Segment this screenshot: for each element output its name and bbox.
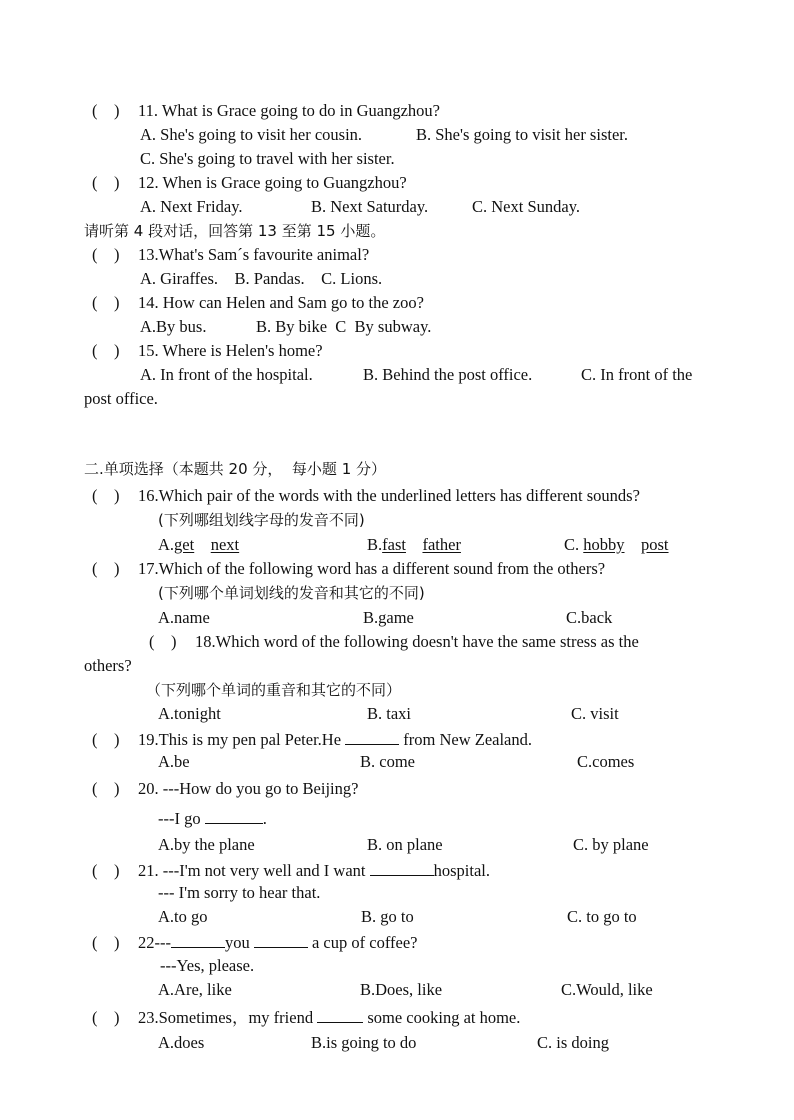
answer-paren[interactable]: ( )	[149, 632, 177, 651]
option-c: C. Next Sunday.	[472, 197, 581, 216]
question-text: 16.Which pair of the words with the underlined letters has different sounds?	[138, 486, 640, 505]
question-text: 23.Sometimes，my friend	[138, 1008, 318, 1027]
reply-text: ---Yes, please.	[160, 956, 255, 975]
question-20-reply	[158, 809, 267, 828]
answer-blank[interactable]	[254, 933, 308, 948]
question-text: a cup of coffee?	[307, 933, 418, 952]
option-a: A.Are, like	[158, 980, 232, 999]
question-23	[92, 1008, 520, 1027]
question-text: 22---	[138, 933, 171, 952]
option-c: C.comes	[577, 752, 635, 771]
option-letter: A.	[158, 535, 175, 554]
option-word: fast	[382, 535, 406, 554]
answer-blank[interactable]	[171, 933, 225, 948]
option-a: A.name	[158, 608, 210, 627]
option-b: B. taxi	[367, 704, 411, 723]
question-text: from New Zealand.	[399, 730, 533, 749]
answer-paren[interactable]: ( )	[92, 730, 120, 749]
option-c-continued: post office.	[84, 389, 158, 408]
option-c	[564, 537, 669, 554]
question-22	[92, 933, 418, 952]
question-16	[92, 488, 640, 505]
option-word: hobby	[583, 535, 625, 554]
option-a: A.tonight	[158, 704, 221, 723]
option-a: A.by the plane	[158, 835, 255, 854]
option-a: A.By bus.	[140, 317, 207, 336]
question-15	[92, 343, 323, 360]
option-b	[367, 537, 461, 554]
question-text: 18.Which word of the following doesn't have the same stress as the	[195, 632, 639, 651]
question-21	[92, 861, 490, 880]
option-a: A.to go	[158, 907, 208, 926]
answer-blank[interactable]	[345, 730, 399, 745]
answer-paren[interactable]: ( )	[92, 559, 120, 578]
question-12	[92, 175, 407, 192]
option-b: B. By bike C By subway.	[256, 317, 432, 336]
answer-blank[interactable]	[370, 861, 434, 876]
option-a: A. Next Friday.	[140, 197, 243, 216]
option-a: A.be	[158, 752, 190, 771]
option-a: A. She's going to visit her cousin.	[140, 125, 363, 144]
question-text: 11. What is Grace going to do in Guangzhou?	[138, 101, 440, 120]
answer-paren[interactable]: ( )	[92, 341, 120, 360]
answer-blank[interactable]	[205, 809, 263, 824]
question-13	[92, 247, 369, 264]
answer-blank[interactable]	[317, 1008, 363, 1023]
answer-paren[interactable]: ( )	[92, 779, 120, 798]
options-line: A. Giraffes. B. Pandas. C. Lions.	[140, 269, 383, 288]
section-heading: 二.单项选择（本题共 20 分， 每小题 1 分）	[84, 460, 387, 478]
option-c: C. She's going to travel with her sister.	[140, 149, 395, 168]
question-text: 15. Where is Helen's home?	[138, 341, 323, 360]
question-text-continued: others?	[84, 656, 132, 675]
option-word: post	[641, 535, 669, 554]
option-b: B.Does, like	[360, 980, 443, 999]
answer-paren[interactable]: ( )	[92, 1008, 120, 1027]
question-text: 14. How can Helen and Sam go to the zoo?	[138, 293, 424, 312]
question-11	[92, 103, 440, 120]
option-word: father	[422, 535, 461, 554]
option-b: B.game	[363, 608, 414, 627]
answer-paren[interactable]: ( )	[92, 293, 120, 312]
option-c: C.Would, like	[561, 980, 653, 999]
reply-text: ---I go	[158, 809, 205, 828]
option-c: C. by plane	[573, 835, 649, 854]
question-text: 13.What's Sam´s favourite animal?	[138, 245, 370, 264]
section-instruction: 请听第 4 段对话，回答第 13 至第 15 小题。	[84, 222, 386, 240]
option-c: C.back	[566, 608, 613, 627]
option-c: C. is doing	[537, 1033, 609, 1052]
question-14	[92, 295, 424, 312]
question-hint-cn: （下列哪个单词的重音和其它的不同）	[146, 681, 402, 699]
question-17	[92, 561, 605, 578]
option-b: B. on plane	[367, 835, 443, 854]
option-b: B.is going to do	[311, 1033, 417, 1052]
option-word: get	[174, 535, 195, 554]
option-word: next	[210, 535, 240, 554]
question-text: some cooking at home.	[363, 1008, 521, 1027]
option-b: B. go to	[361, 907, 414, 926]
option-c: C. to go to	[567, 907, 637, 926]
question-20	[92, 781, 358, 798]
answer-paren[interactable]: ( )	[92, 173, 120, 192]
option-b: B. come	[360, 752, 415, 771]
option-letter: C.	[564, 535, 584, 554]
answer-paren[interactable]: ( )	[92, 245, 120, 264]
question-18	[149, 634, 639, 651]
question-text: 17.Which of the following word has a different sound from the others?	[138, 559, 606, 578]
answer-paren[interactable]: ( )	[92, 933, 120, 952]
option-a	[158, 537, 239, 554]
question-hint-cn: (下列哪组划线字母的发音不同)	[158, 511, 365, 529]
answer-paren[interactable]: ( )	[92, 861, 120, 880]
question-text: 19.This is my pen pal Peter.He	[138, 730, 346, 749]
option-a: A.does	[158, 1033, 205, 1052]
question-text: hospital.	[433, 861, 490, 880]
answer-paren[interactable]: ( )	[92, 486, 120, 505]
option-c: C. visit	[571, 704, 619, 723]
option-c: C. In front of the	[581, 365, 693, 384]
option-letter: B.	[367, 535, 383, 554]
question-19	[92, 730, 532, 749]
option-b: B. Next Saturday.	[311, 197, 429, 216]
option-b: B. Behind the post office.	[363, 365, 533, 384]
question-text: 20. ---How do you go to Beijing?	[138, 779, 359, 798]
question-text: 21. ---I'm not very well and I want	[138, 861, 370, 880]
question-hint-cn: (下列哪个单词划线的发音和其它的不同)	[158, 584, 425, 602]
reply-text: .	[262, 809, 267, 828]
reply-text: --- I'm sorry to hear that.	[158, 883, 321, 902]
answer-paren[interactable]: ( )	[92, 101, 120, 120]
question-text: 12. When is Grace going to Guangzhou?	[138, 173, 407, 192]
option-b: B. She's going to visit her sister.	[416, 125, 628, 144]
question-text: you	[224, 933, 254, 952]
option-a: A. In front of the hospital.	[140, 365, 313, 384]
